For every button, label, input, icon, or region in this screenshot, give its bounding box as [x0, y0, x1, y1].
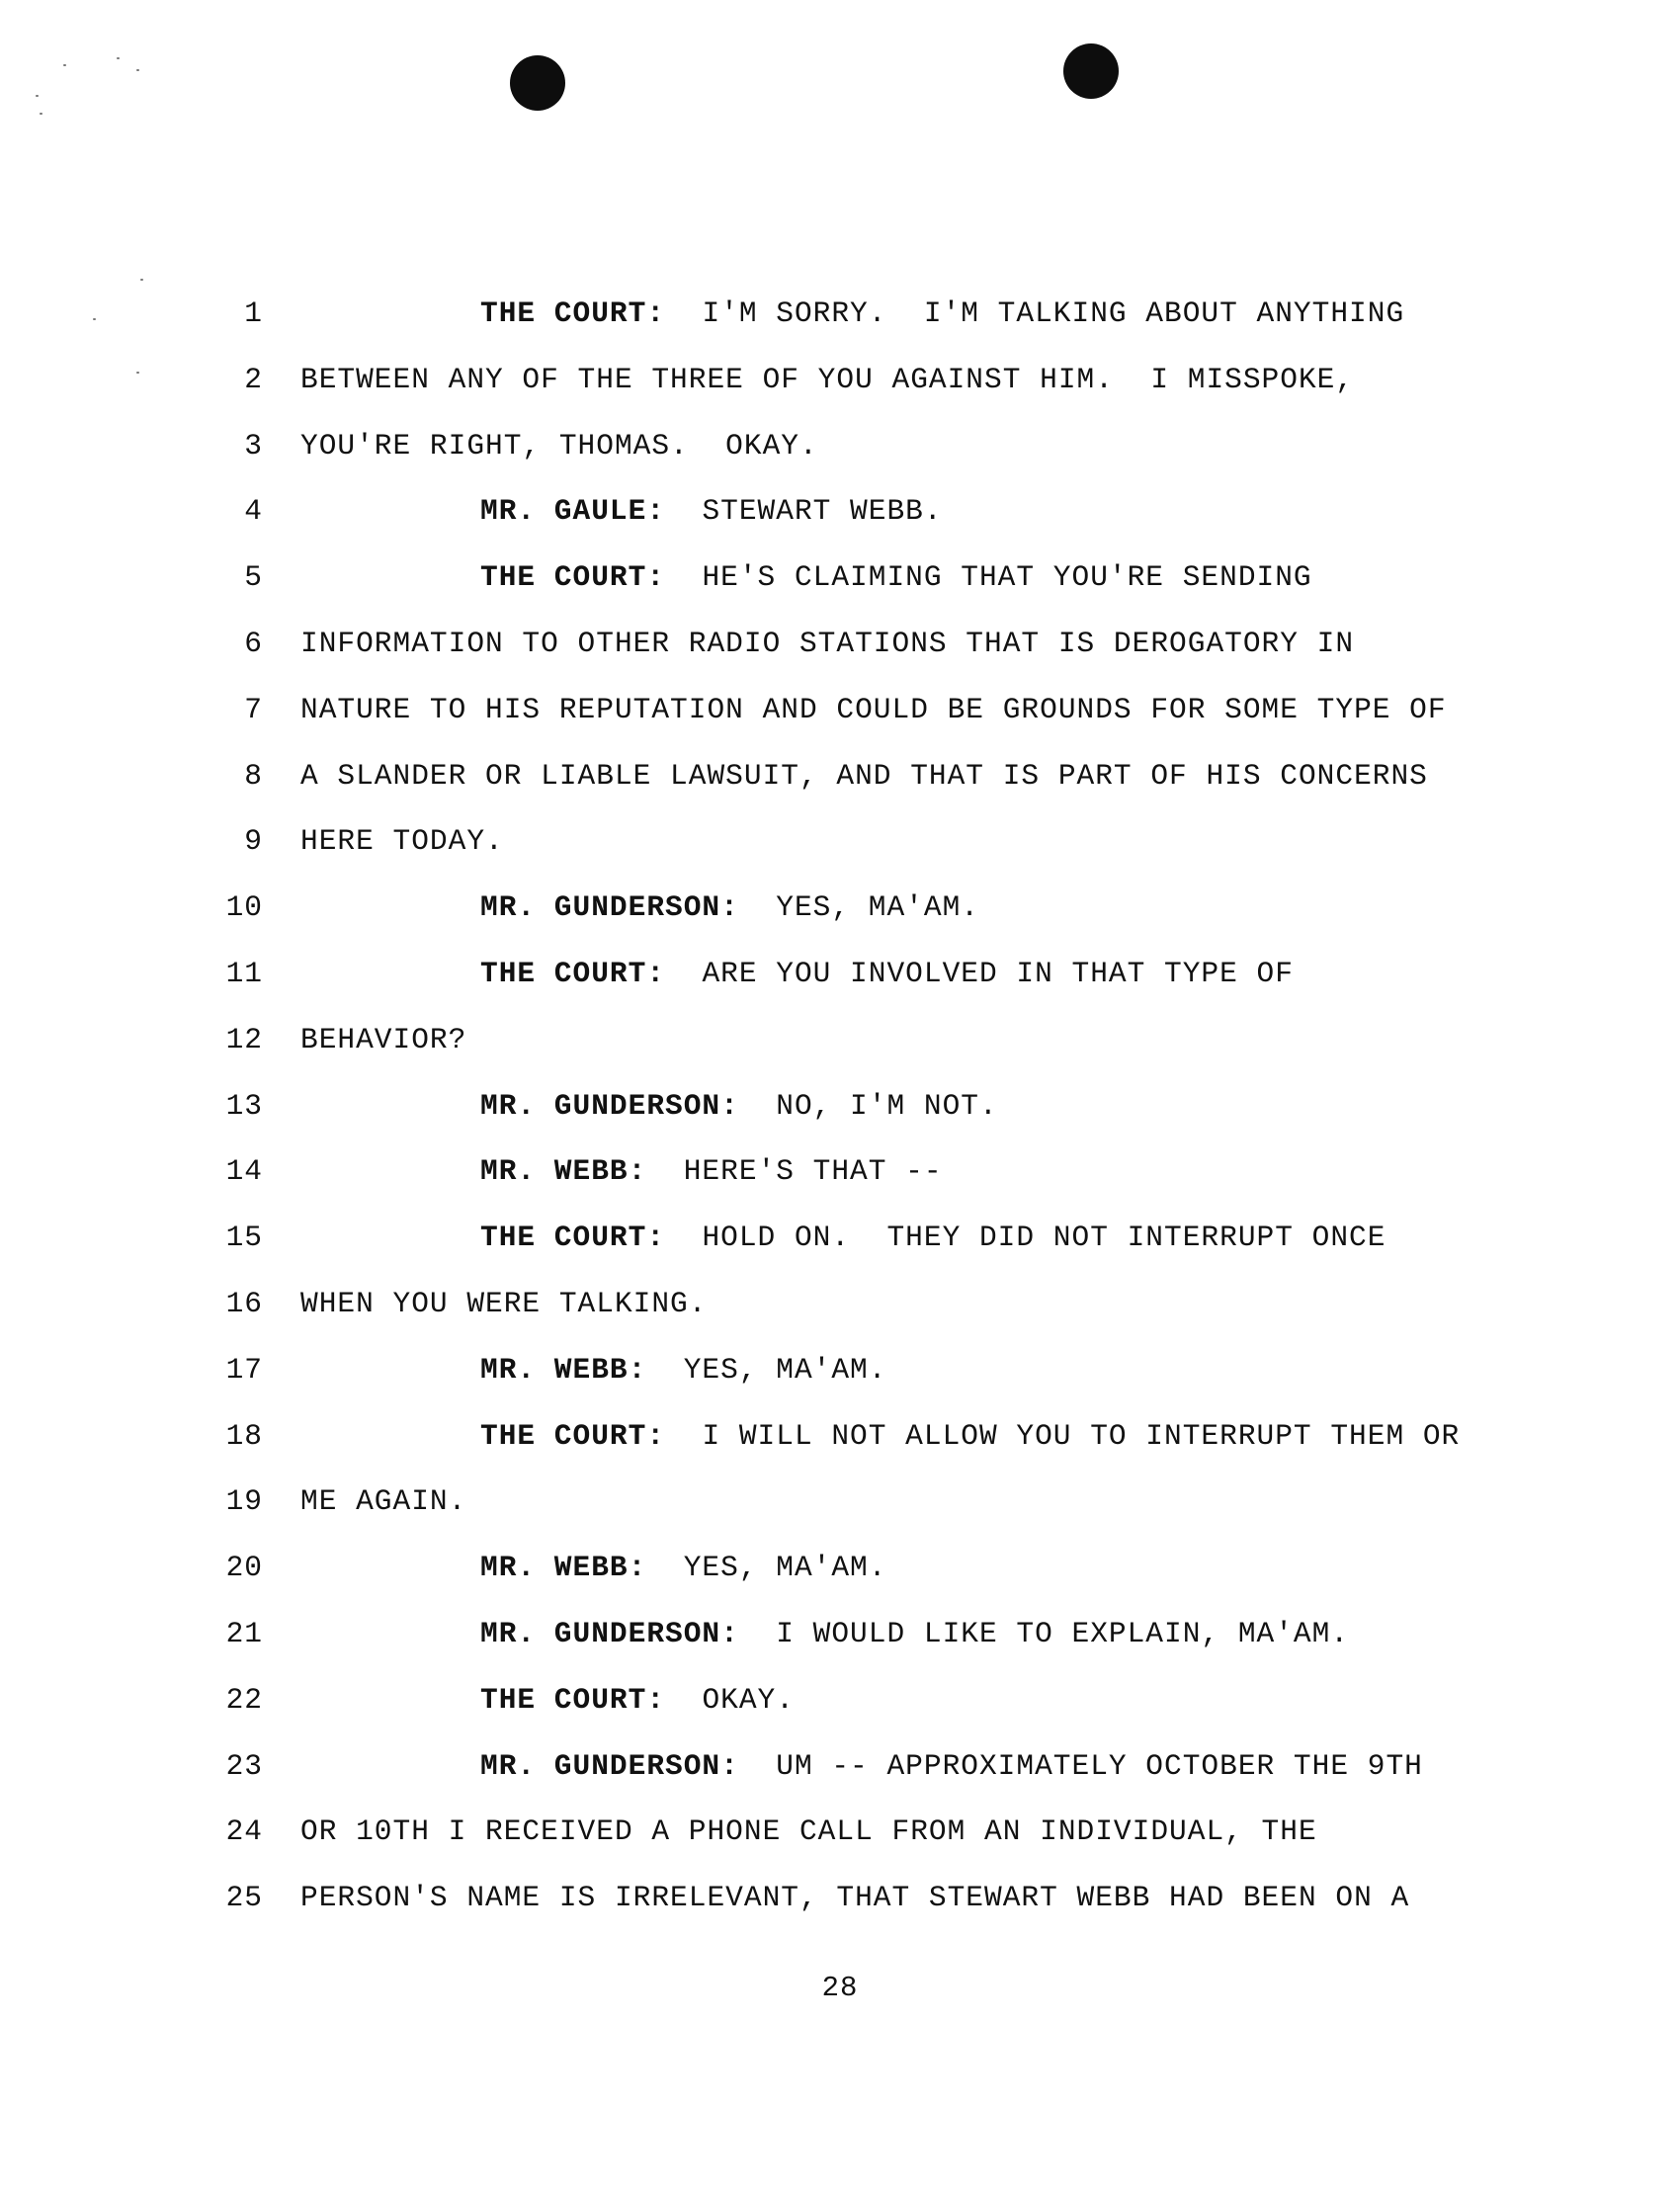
- spoken-text: YES, MA'AM.: [683, 1551, 887, 1585]
- line-text: [480, 478, 943, 544]
- transcript-line: [0, 1469, 1680, 1534]
- line-number: 1: [244, 296, 263, 330]
- line-number: 2: [244, 362, 263, 396]
- line-number: 7: [244, 692, 263, 726]
- line-number: 24: [225, 1814, 263, 1849]
- line-number: 10: [225, 890, 263, 925]
- line-text: [480, 1403, 1460, 1469]
- transcript-line: [0, 1337, 1680, 1402]
- line-text: [300, 413, 818, 478]
- line-number: 6: [244, 627, 263, 660]
- line-text: [480, 1138, 943, 1204]
- speaker-label: MR. GAULE:: [480, 494, 666, 529]
- line-text: [480, 941, 1294, 1006]
- transcript-line: [0, 478, 1680, 544]
- transcript-line: [0, 1865, 1680, 1930]
- line-number: 23: [225, 1748, 263, 1783]
- line-number: 9: [244, 824, 263, 859]
- spoken-text: YES, MA'AM.: [776, 890, 979, 925]
- line-text: [300, 743, 1428, 808]
- line-text: [480, 1733, 1423, 1799]
- spoken-text: WHEN YOU WERE TALKING.: [300, 1287, 708, 1320]
- line-number: 20: [225, 1551, 263, 1585]
- speaker-label: THE COURT:: [480, 957, 666, 990]
- transcript-line: [0, 1733, 1680, 1799]
- transcript-line: [0, 808, 1680, 874]
- line-text: [480, 1667, 795, 1732]
- line-text: [480, 1601, 1349, 1666]
- line-text: [300, 1271, 707, 1336]
- transcript-line: [0, 1271, 1680, 1336]
- line-number: 21: [225, 1617, 263, 1650]
- line-text: [480, 1535, 886, 1600]
- transcript-line: [0, 413, 1680, 478]
- spoken-text: NATURE TO HIS REPUTATION AND COULD BE GROUNDS FOR SOME TYPE OF: [300, 692, 1447, 726]
- transcript-line: [0, 875, 1680, 940]
- line-number: 13: [225, 1088, 263, 1123]
- spoken-text: HOLD ON. THEY DID NOT INTERRUPT ONCE: [702, 1221, 1386, 1255]
- transcript-line: [0, 1138, 1680, 1204]
- spoken-text: HE'S CLAIMING THAT YOU'RE SENDING: [702, 560, 1312, 595]
- transcript-line: [0, 611, 1680, 676]
- transcript-line: [0, 1799, 1680, 1864]
- spoken-text: STEWART WEBB.: [702, 494, 943, 529]
- line-number: 8: [244, 758, 263, 793]
- line-text: [300, 1799, 1317, 1864]
- speaker-label: THE COURT:: [480, 296, 666, 330]
- line-text: [480, 281, 1404, 346]
- line-text: [480, 875, 979, 940]
- spoken-text: I WOULD LIKE TO EXPLAIN, MA'AM.: [776, 1617, 1350, 1650]
- speaker-label: MR. GUNDERSON:: [480, 1748, 739, 1783]
- spoken-text: OR 10TH I RECEIVED A PHONE CALL FROM AN INDIVIDUAL, THE: [300, 1814, 1317, 1849]
- transcript-line: [0, 347, 1680, 412]
- transcript-line: [0, 677, 1680, 742]
- line-text: [300, 1007, 466, 1072]
- transcript-line: [0, 281, 1680, 346]
- transcript-line: [0, 1667, 1680, 1732]
- line-text: [300, 611, 1354, 676]
- line-text: [300, 1865, 1409, 1930]
- spoken-text: I WILL NOT ALLOW YOU TO INTERRUPT THEM OR: [702, 1418, 1461, 1453]
- speaker-label: THE COURT:: [480, 1221, 666, 1255]
- speaker-label: MR. WEBB:: [480, 1352, 647, 1387]
- line-number: 16: [225, 1287, 263, 1320]
- line-number: 14: [225, 1154, 263, 1189]
- spoken-text: BEHAVIOR?: [300, 1022, 467, 1056]
- spoken-text: UM -- APPROXIMATELY OCTOBER THE 9TH: [776, 1748, 1423, 1783]
- line-number: 19: [225, 1484, 263, 1519]
- transcript-line: [0, 1073, 1680, 1138]
- speaker-label: THE COURT:: [480, 1418, 666, 1453]
- line-text: [480, 1205, 1386, 1270]
- line-number: 18: [225, 1418, 263, 1453]
- line-number: 11: [225, 957, 263, 990]
- transcript-line: [0, 1007, 1680, 1072]
- spoken-text: ME AGAIN.: [300, 1484, 467, 1519]
- line-text: [300, 347, 1354, 412]
- transcript-line: [0, 743, 1680, 808]
- speaker-label: MR. GUNDERSON:: [480, 890, 739, 925]
- line-number: 4: [244, 494, 263, 529]
- line-number: 12: [225, 1022, 263, 1056]
- transcript-line: [0, 545, 1680, 610]
- line-number: 22: [225, 1682, 263, 1717]
- punch-hole-left: [510, 55, 565, 111]
- spoken-text: A SLANDER OR LIABLE LAWSUIT, AND THAT IS PART OF HIS CONCERNS: [300, 758, 1428, 793]
- transcript-line: [0, 1403, 1680, 1469]
- punch-hole-right: [1063, 43, 1119, 99]
- line-number: 5: [244, 560, 263, 595]
- line-text: [480, 1073, 998, 1138]
- speaker-label: THE COURT:: [480, 560, 666, 595]
- line-number: 3: [244, 428, 263, 463]
- line-text: [300, 808, 504, 874]
- transcript-line: [0, 1205, 1680, 1270]
- spoken-text: NO, I'M NOT.: [776, 1088, 998, 1123]
- line-number: 17: [225, 1352, 263, 1387]
- line-text: [300, 1469, 466, 1534]
- spoken-text: INFORMATION TO OTHER RADIO STATIONS THAT IS DEROGATORY IN: [300, 627, 1355, 660]
- page-number: 28: [821, 1972, 859, 2004]
- line-text: [300, 677, 1447, 742]
- line-number: 15: [225, 1221, 263, 1255]
- speaker-label: MR. GUNDERSON:: [480, 1617, 739, 1650]
- line-text: [480, 545, 1312, 610]
- transcript-line: [0, 941, 1680, 1006]
- speaker-label: THE COURT:: [480, 1682, 666, 1717]
- spoken-text: PERSON'S NAME IS IRRELEVANT, THAT STEWART WEBB HAD BEEN ON A: [300, 1881, 1410, 1915]
- spoken-text: I'M SORRY. I'M TALKING ABOUT ANYTHING: [702, 296, 1405, 330]
- spoken-text: HERE TODAY.: [300, 824, 504, 859]
- spoken-text: ARE YOU INVOLVED IN THAT TYPE OF: [702, 957, 1294, 990]
- spoken-text: BETWEEN ANY OF THE THREE OF YOU AGAINST HIM. I MISSPOKE,: [300, 362, 1355, 396]
- line-number: 25: [225, 1881, 263, 1915]
- spoken-text: YES, MA'AM.: [683, 1352, 887, 1387]
- transcript-line: [0, 1601, 1680, 1666]
- spoken-text: YOU'RE RIGHT, THOMAS. OKAY.: [300, 428, 818, 463]
- speaker-label: MR. WEBB:: [480, 1154, 647, 1189]
- speaker-label: MR. GUNDERSON:: [480, 1088, 739, 1123]
- transcript-line: [0, 1535, 1680, 1600]
- line-text: [480, 1337, 886, 1402]
- spoken-text: OKAY.: [702, 1682, 795, 1717]
- speaker-label: MR. WEBB:: [480, 1551, 647, 1585]
- spoken-text: HERE'S THAT --: [683, 1154, 943, 1189]
